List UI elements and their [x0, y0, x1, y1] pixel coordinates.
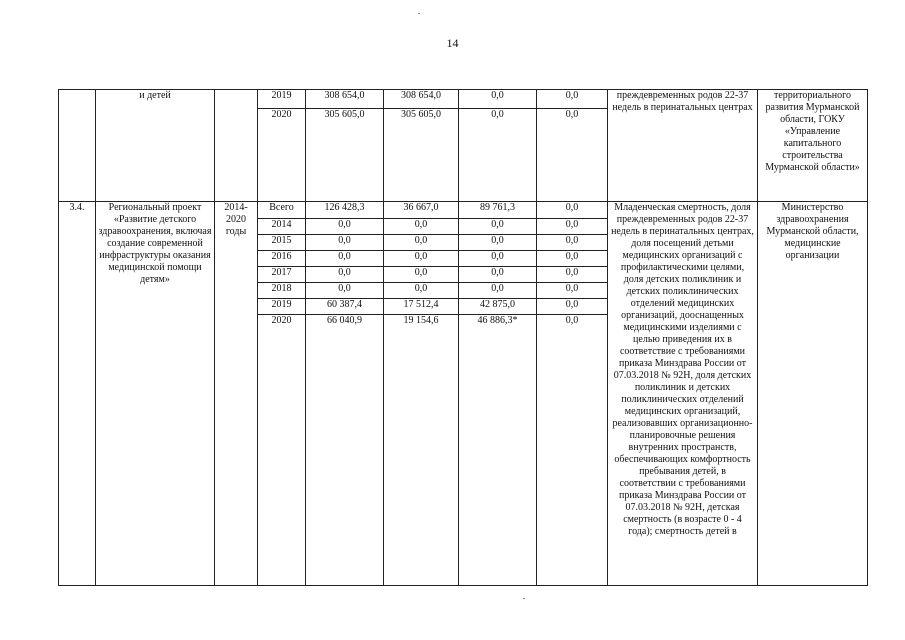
row-name-cell: и детей — [96, 90, 215, 202]
year-cell: 2014 — [258, 219, 306, 235]
period-cell: 2014-2020 годы — [215, 202, 258, 586]
federal-cell: 0,0 — [384, 235, 459, 251]
year-cell: 2015 — [258, 235, 306, 251]
total-cell: 0,0 — [306, 251, 384, 267]
period-cell — [215, 90, 258, 202]
table-row — [59, 90, 868, 109]
executors-cell: Министерство здравоохранения Мурманской области, медицинские организации — [758, 202, 868, 586]
year-cell: 2019 — [258, 299, 306, 315]
other-cell: 0,0 — [537, 219, 608, 235]
federal-cell: 305 605,0 — [384, 109, 459, 202]
regional-cell: 89 761,3 — [459, 202, 537, 219]
year-cell: Всего — [258, 202, 306, 219]
federal-cell: 0,0 — [384, 219, 459, 235]
total-cell: 0,0 — [306, 235, 384, 251]
year-cell: 2016 — [258, 251, 306, 267]
federal-cell: 308 654,0 — [384, 90, 459, 109]
regional-cell: 0,0 — [459, 219, 537, 235]
table-row — [59, 202, 868, 219]
federal-cell: 0,0 — [384, 267, 459, 283]
year-cell: 2018 — [258, 283, 306, 299]
other-cell: 0,0 — [537, 315, 608, 586]
total-cell: 60 387,4 — [306, 299, 384, 315]
regional-cell: 0,0 — [459, 267, 537, 283]
other-cell: 0,0 — [537, 202, 608, 219]
total-cell: 0,0 — [306, 267, 384, 283]
row-name-cell: Региональный проект «Развитие детского здравоохранения, включая создание современной инфраструктуры оказания медицинской помощи детям» — [96, 202, 215, 586]
total-cell: 308 654,0 — [306, 90, 384, 109]
other-cell: 0,0 — [537, 235, 608, 251]
federal-cell: 0,0 — [384, 251, 459, 267]
indicators-cell: преждевременных родов 22-37 недель в перинатальных центрах — [608, 90, 758, 202]
executors-cell: территориального развития Мурманской области, ГОКУ «Управление капитального строительства Мурманской области» — [758, 90, 868, 202]
other-cell: 0,0 — [537, 283, 608, 299]
regional-cell: 0,0 — [459, 90, 537, 109]
other-cell: 0,0 — [537, 251, 608, 267]
regional-cell: 0,0 — [459, 235, 537, 251]
regional-cell: 42 875,0 — [459, 299, 537, 315]
federal-cell: 19 154,6 — [384, 315, 459, 586]
other-cell: 0,0 — [537, 267, 608, 283]
year-cell: 2020 — [258, 109, 306, 202]
indicators-cell: Младенческая смертность, доля преждевременных родов 22-37 недель в перинатальных центрах, доля посещений детьми медицинских организаций с профилактическими целями, доля детских поликлиник и детских поликлинических отделений медицинских организаций, дооснащенных медицинскими изделиями с целью приведения их в соответствие с требованиями приказа Минздрава России от 07.03.2018 № 92Н, доля детских поликлиник и детских поликлинических отделений медицинских организаций, реализовавших организационно-планировочные решения внутренних пространств, обеспечивающих комфортность пребывания детей, в соответствии с требованиями приказа Минздрава России от 07.03.2018 № 92Н, детская смертность (в возрасте 0 - 4 года); смертность детей в — [608, 202, 758, 586]
year-cell: 2017 — [258, 267, 306, 283]
other-cell: 0,0 — [537, 299, 608, 315]
other-cell: 0,0 — [537, 109, 608, 202]
page-number: 14 — [446, 36, 459, 50]
total-cell: 126 428,3 — [306, 202, 384, 219]
scan-speck — [418, 13, 420, 14]
total-cell: 0,0 — [306, 219, 384, 235]
year-cell: 2020 — [258, 315, 306, 586]
row-number-cell — [59, 90, 96, 202]
federal-cell: 36 667,0 — [384, 202, 459, 219]
regional-cell: 46 886,3* — [459, 315, 537, 586]
regional-cell: 0,0 — [459, 251, 537, 267]
federal-cell: 17 512,4 — [384, 299, 459, 315]
total-cell: 0,0 — [306, 283, 384, 299]
program-table — [58, 89, 868, 586]
federal-cell: 0,0 — [384, 283, 459, 299]
regional-cell: 0,0 — [459, 283, 537, 299]
regional-cell: 0,0 — [459, 109, 537, 202]
year-cell: 2019 — [258, 90, 306, 109]
other-cell: 0,0 — [537, 90, 608, 109]
row-number-cell: 3.4. — [59, 202, 96, 586]
total-cell: 66 040,9 — [306, 315, 384, 586]
scan-speck — [523, 598, 525, 599]
total-cell: 305 605,0 — [306, 109, 384, 202]
